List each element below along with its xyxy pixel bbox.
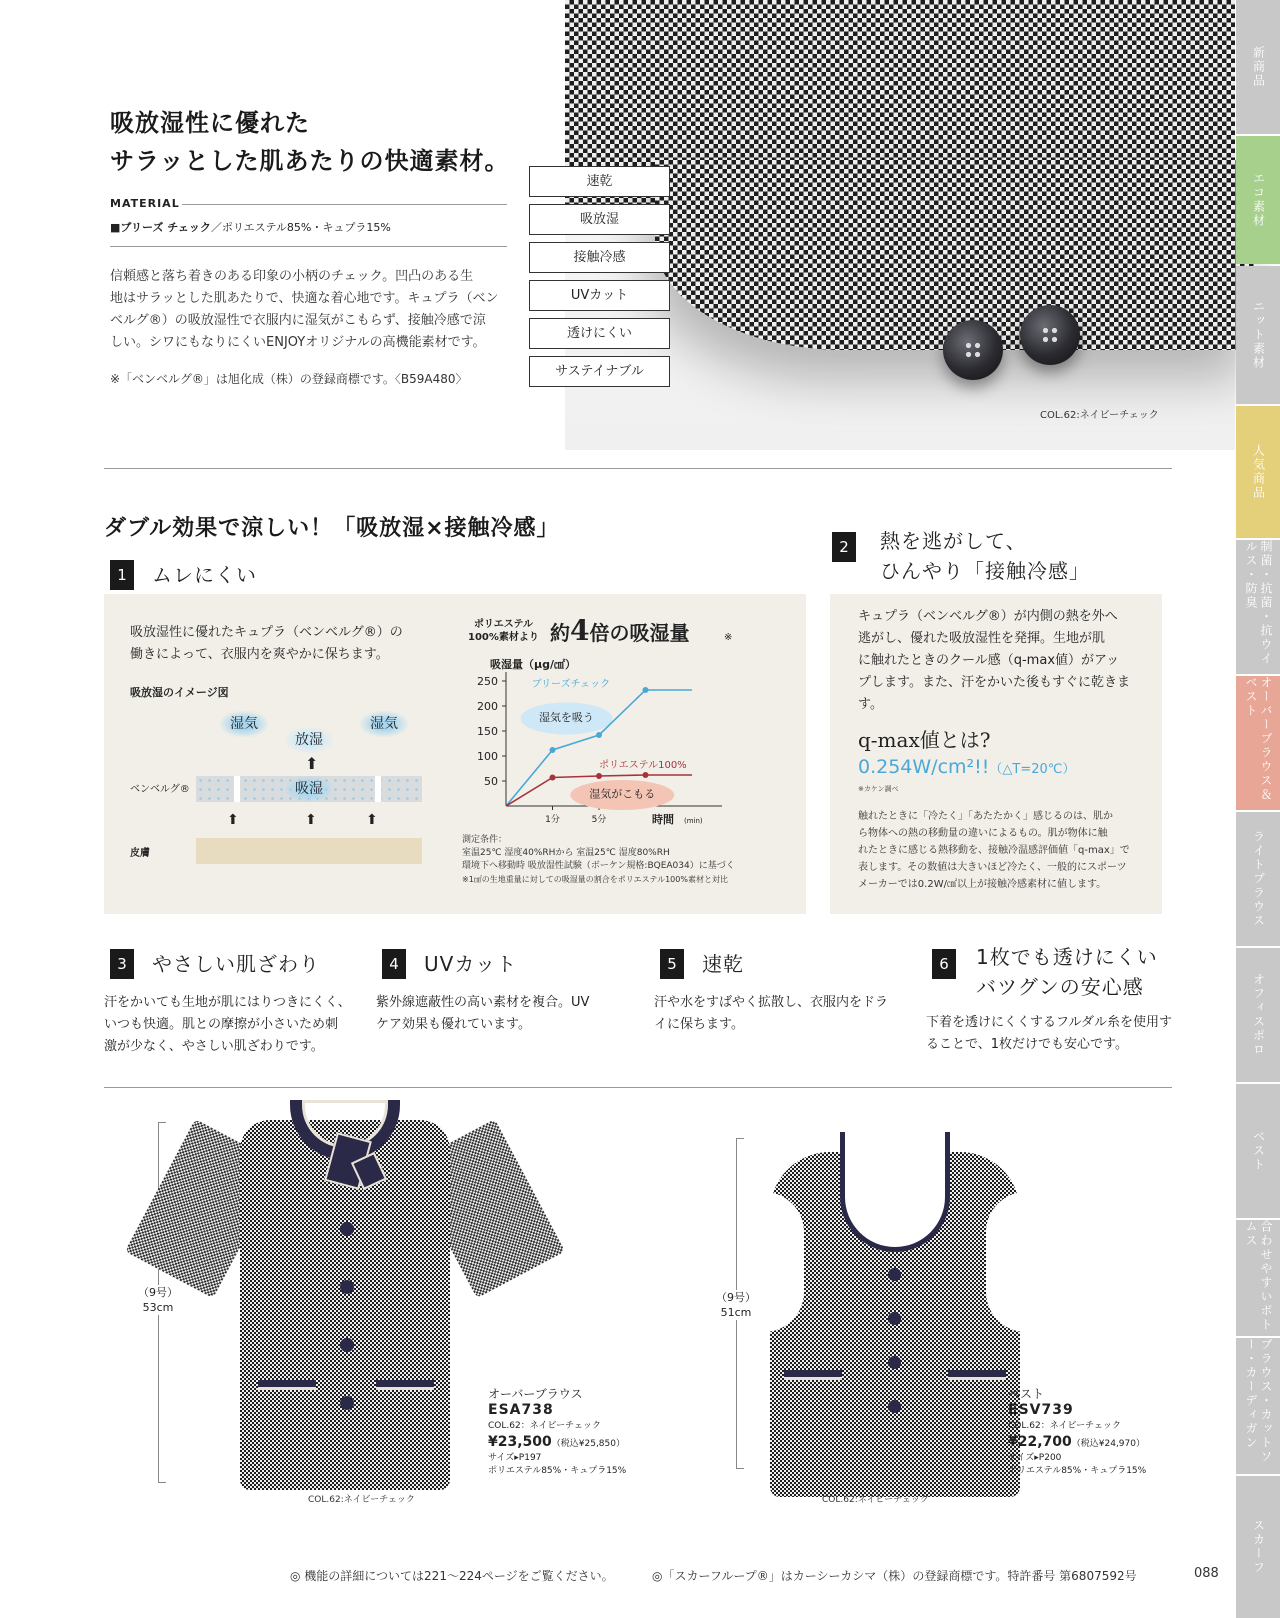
- arrow-up-icon: ⬆: [227, 812, 239, 828]
- side-tab: エコ素材: [1236, 136, 1280, 264]
- bemberg-label: ベンベルグ®: [130, 784, 190, 795]
- section-divider-top: [104, 468, 1172, 469]
- product-code: ESA738: [488, 1402, 554, 1418]
- hero-headline-line1: 吸放湿性に優れた: [110, 109, 310, 137]
- qmax-note-line: 触れたときに「冷たく」「あたたかく」感じるのは、肌か: [858, 811, 1113, 822]
- chart-point: [643, 687, 649, 693]
- chart-y-tick-label: 200: [477, 700, 498, 713]
- feature1-text-line: 働きによって、衣服内を爽やかに保ちます。: [130, 647, 389, 662]
- hero-headline-line2: サラッとした肌あたりの快適素材。: [110, 147, 510, 175]
- tag-uv-cut: UVカット: [529, 280, 670, 311]
- side-tab: ニット素材: [1236, 266, 1280, 404]
- product-size-page: サイズ▸P200: [1008, 1453, 1062, 1463]
- qmax-note-line: れたときに感じる熱移動を、接触冷温感評価値「q-max」で: [858, 845, 1130, 856]
- chart-prefix-line: ポリエステル: [473, 619, 533, 630]
- chart-prefix: [468, 618, 539, 644]
- tag-opaque: 透けにくい: [529, 318, 670, 349]
- section-divider-bottom: [104, 1087, 1172, 1088]
- moisture-diagram: [130, 684, 460, 874]
- vest-armhole-left: [764, 1192, 804, 1332]
- qmax-value: 0.254W/cm²!!: [858, 756, 990, 778]
- feature1-text-line: 吸放湿性に優れたキュプラ（ベンベルグ®）の: [130, 625, 403, 640]
- tag-moisture: 吸放湿: [529, 204, 670, 235]
- feature2-text-line: す。: [858, 697, 883, 712]
- moisture-bubble-2: 湿気: [360, 711, 408, 737]
- chart-series-name: ポリエステル100%: [599, 760, 687, 771]
- moisture-bubble-1: 湿気: [220, 711, 268, 737]
- feature-title: UVカット: [424, 952, 518, 976]
- feature3-text-line: 激が少なく、やさしい肌ざわりです。: [104, 1039, 324, 1054]
- chart-y-tick-label: 250: [477, 675, 498, 688]
- feature-number: 4: [382, 949, 406, 979]
- tag-quick-dry: 速乾: [529, 166, 670, 197]
- product-info-vest: [1008, 1385, 1146, 1476]
- feature2-text: [858, 606, 1130, 716]
- qmax-note-line: ら物体への熱の移動量の違いによるもの。肌が物体に触: [858, 828, 1108, 839]
- trademark-note: ※「ベンベルグ®」は旭化成（株）の登録商標です。〈B59A480〉: [110, 372, 468, 386]
- blouse-button: [340, 1396, 354, 1410]
- feature-number: 5: [660, 949, 684, 979]
- feature4-text-line: ケア効果も優れています。: [376, 1017, 531, 1032]
- feature3-text-line: いつも快適。肌との摩擦が小さいため刺: [104, 1017, 339, 1032]
- chart-headline-pre: 約: [550, 621, 570, 645]
- material-name: ■ブリーズ チェック: [110, 221, 211, 234]
- hero-description: [110, 266, 520, 354]
- feature4-text-line: 紫外線遮蔽性の高い素材を複合。UV: [376, 995, 590, 1010]
- feature-title: やさしい肌ざわり: [152, 952, 320, 976]
- chart-xlabel-unit: (min): [684, 817, 703, 825]
- chart-series-annotation: 湿気がこもる: [589, 787, 656, 801]
- blouse-pocket-left: [258, 1380, 316, 1390]
- product-size: （9号）: [716, 1291, 756, 1304]
- vest-button: [888, 1400, 901, 1413]
- arrow-up-icon: ⬆: [305, 812, 317, 828]
- footer-note-functions: ◎ 機能の詳細については221〜224ページをご覧ください。: [290, 1569, 614, 1583]
- feature5-text-line: イに保ちます。: [654, 1017, 744, 1032]
- photo-caption: COL.62:ネイビーチェック: [1040, 410, 1159, 421]
- feature2-text-line: に触れたときのクール感（q-max値）がアッ: [858, 653, 1120, 668]
- product-photo-caption: COL.62:ネイビーチェック: [822, 1495, 929, 1505]
- feature2-title-line: 熱を逃がして、: [880, 529, 1027, 553]
- qmax-title: q-max値とは?: [858, 728, 991, 752]
- product-composition: ポリエステル85%・キュプラ15%: [488, 1466, 627, 1476]
- qmax-note-line: メーカーでは0.2W/㎠以上が接触冷感素材に値します。: [858, 879, 1107, 890]
- absorb-bubble: 吸湿: [285, 776, 333, 802]
- blouse-button: [340, 1338, 354, 1352]
- side-tab: 制菌・抗菌・抗ウイルス・防臭: [1236, 540, 1280, 674]
- vest-pocket-left: [784, 1370, 842, 1380]
- qmax-source: ※カケン調べ: [858, 785, 899, 793]
- product-price: ¥22,700: [1008, 1434, 1072, 1450]
- material-composition: ／ポリエステル85%・キュプラ15%: [210, 221, 391, 234]
- hero-description-line: しい。シワにもなりにくいENJOYオリジナルの高機能素材です。: [110, 335, 486, 350]
- chart-point: [550, 775, 556, 781]
- side-tab: オフィスポロ: [1236, 948, 1280, 1082]
- hero-description-line: ベルグ®）の吸放湿性で衣服内に湿気がこもらず、接触冷感で涼: [110, 313, 486, 328]
- chart-condition-line: 環境下へ移動時 吸放湿性試験（ボーケン規格:BQEA034）に基づく: [462, 861, 735, 871]
- length-tick: [158, 1122, 166, 1123]
- chart-ylabel: 吸湿量（μg/㎠）: [490, 658, 576, 671]
- length-tick: [736, 1468, 744, 1469]
- chart-prefix-line: 100%素材より: [468, 632, 539, 643]
- feature3-text-line: 汗をかいても生地が肌にはりつきにくく、: [104, 995, 351, 1010]
- chart-conditions: [462, 834, 735, 886]
- product-category: オーバーブラウス: [488, 1387, 583, 1401]
- feature-number: 1: [110, 560, 134, 590]
- blouse-pocket-right: [376, 1380, 434, 1390]
- product-length: [138, 1285, 178, 1315]
- feature6-text-line: 下着を透けにくくするフルダル糸を使用す: [926, 1015, 1172, 1030]
- chart-headline: [550, 614, 689, 647]
- feature5-text: [654, 992, 888, 1036]
- fabric-button-left: [943, 320, 1003, 380]
- feature6-title-line: 1枚でも透けにくい: [976, 945, 1158, 969]
- feature6-title: [976, 942, 1158, 1002]
- qmax-note: [858, 808, 1130, 893]
- feature5-text-line: 汗や水をすばやく拡散し、衣服内をドラ: [654, 995, 889, 1010]
- chart-headline-post: 倍の吸湿量: [589, 621, 690, 645]
- bemberg-gap: [375, 776, 381, 802]
- feature2-title-line: ひんやり「接触冷感」: [880, 559, 1090, 583]
- vest-button: [888, 1356, 901, 1369]
- product-color: COL.62：ネイビーチェック: [1008, 1421, 1121, 1431]
- chart-headline-num: 4: [570, 614, 590, 647]
- side-tab: ライトブラウス: [1236, 812, 1280, 946]
- arrow-up-icon: ⬆: [305, 754, 319, 773]
- chart-y-tick-label: 100: [477, 750, 498, 763]
- skin-layer: [196, 838, 422, 864]
- moisture-chart: [462, 614, 792, 894]
- material-line: [110, 219, 391, 235]
- product-size: （9号）: [138, 1286, 178, 1299]
- side-tab: スカーフ: [1236, 1476, 1280, 1618]
- chart-point: [550, 747, 556, 753]
- vest-button: [888, 1268, 901, 1281]
- product-price: ¥23,500: [488, 1434, 552, 1450]
- product-photo-caption: COL.62:ネイビーチェック: [308, 1495, 415, 1505]
- length-tick: [736, 1138, 744, 1139]
- side-tab: 新商品: [1236, 0, 1280, 134]
- vest-armhole-right: [986, 1192, 1026, 1332]
- chart-point: [643, 772, 649, 778]
- chart-y-tick-label: 50: [484, 775, 498, 788]
- hero-description-line: 地はサラッとした肌あたりで、快適な着心地です。キュプラ（ベン: [110, 291, 499, 306]
- product-code: ESV739: [1008, 1402, 1074, 1418]
- chart-headline-mark: ※: [724, 632, 733, 643]
- chart-series-annotation: 湿気を吸う: [538, 711, 594, 724]
- material-bottom-divider: [110, 246, 507, 247]
- product-photo-vest: [770, 1132, 1020, 1502]
- material-label: MATERIAL: [110, 197, 180, 210]
- side-tab: 人気商品: [1236, 406, 1280, 538]
- chart-plot: [462, 670, 792, 826]
- vest-pocket-right: [948, 1370, 1006, 1380]
- material-divider: [182, 204, 507, 205]
- chart-x-tick-label: 5分: [591, 815, 607, 825]
- feature2-text-line: 逃がし、優れた吸放湿性を発揮。生地が肌: [858, 631, 1106, 646]
- footer-note-trademark: ◎「スカーフループ®」はカーシーカシマ（株）の登録商標です。特許番号 第6807592号: [652, 1569, 1137, 1583]
- page-number: 088: [1194, 1566, 1219, 1581]
- features-title: ダブル効果で涼しい！「吸放湿×接触冷感」: [104, 516, 560, 541]
- product-length: [716, 1290, 756, 1320]
- vest-neckline: [840, 1132, 950, 1252]
- product-price-line: [488, 1431, 626, 1450]
- chart-x-tick-label: 1分: [545, 815, 560, 825]
- feature6-title-line: バツグンの安心感: [976, 975, 1144, 999]
- product-length-value: 51cm: [720, 1306, 752, 1319]
- fabric-swatch-fold: [655, 160, 1255, 350]
- length-tick: [158, 1482, 166, 1483]
- feature4-text: [376, 992, 589, 1036]
- tag-cool-touch: 接触冷感: [529, 242, 670, 273]
- side-tab: ベスト: [1236, 1084, 1280, 1218]
- chart-xlabel: 時間: [652, 813, 674, 826]
- blouse-button: [340, 1280, 354, 1294]
- product-info-blouse: [488, 1385, 626, 1476]
- qmax-value-line: [858, 756, 1075, 778]
- product-size-page: サイズ▸P197: [488, 1453, 542, 1463]
- bemberg-gap: [234, 776, 240, 802]
- feature2-text-line: キュプラ（ベンベルグ®）が内側の熱を外へ: [858, 609, 1118, 624]
- chart-condition-line: 室温25℃ 湿度40%RHから 室温25℃ 湿度80%RH: [462, 848, 670, 858]
- release-bubble: 放湿: [285, 727, 333, 753]
- blouse-button: [340, 1222, 354, 1236]
- feature2-title: [880, 526, 1090, 586]
- product-length-value: 53cm: [142, 1301, 174, 1314]
- skin-label: 皮膚: [130, 848, 150, 859]
- arrow-up-icon: ⬆: [366, 812, 378, 828]
- chart-y-tick-label: 150: [477, 725, 498, 738]
- vest-button: [888, 1312, 901, 1325]
- qmax-note-line: 表します。その数値は大きいほど冷たく、一般的にスポーツ: [858, 862, 1127, 873]
- product-price-tax: （税込¥25,850）: [551, 1439, 625, 1449]
- product-price-line: [1008, 1431, 1146, 1450]
- product-color: COL.62：ネイビーチェック: [488, 1421, 601, 1431]
- fabric-button-right: [1020, 305, 1080, 365]
- tag-sustainable: サステイナブル: [529, 356, 670, 387]
- feature2-text-line: プします。また、汗をかいた後もすぐに乾きま: [858, 675, 1130, 690]
- feature-number: 6: [932, 949, 956, 979]
- feature-number: 2: [832, 532, 856, 562]
- feature1-text: [130, 622, 403, 666]
- side-tab: 合わせやすいボトムス: [1236, 1220, 1280, 1336]
- hero-description-line: 信頼感と落ち着きのある印象の小柄のチェック。凹凸のある生: [110, 269, 474, 284]
- feature-title: ムレにくい: [152, 563, 257, 587]
- side-tab: オーバーブラウス＆ベスト: [1236, 676, 1280, 810]
- product-category: ベスト: [1008, 1387, 1045, 1401]
- chart-condition-line: 測定条件：: [462, 835, 508, 845]
- side-tab: ブラウス・カットソー・カーディガン: [1236, 1338, 1280, 1474]
- chart-point: [596, 773, 602, 779]
- feature3-text: [104, 992, 351, 1058]
- product-photo-blouse: [180, 1100, 510, 1500]
- feature6-text: [926, 1012, 1172, 1056]
- feature-number: 3: [110, 949, 134, 979]
- product-composition: ポリエステル85%・キュプラ15%: [1008, 1466, 1147, 1476]
- diagram-title: 吸放湿のイメージ図: [130, 686, 229, 699]
- chart-condition-line: ※1㎠の生地重量に対しての吸湿量の割合をポリエステル100%素材と対比: [462, 875, 728, 884]
- chart-series-name: ブリーズチェック: [531, 679, 611, 690]
- feature-title: 速乾: [702, 952, 744, 976]
- feature6-text-line: ることで、1枚だけでも安心です。: [926, 1037, 1128, 1052]
- chart-point: [596, 732, 602, 738]
- qmax-condition: （△T=20℃）: [989, 762, 1076, 777]
- product-price-tax: （税込¥24,970）: [1071, 1439, 1145, 1449]
